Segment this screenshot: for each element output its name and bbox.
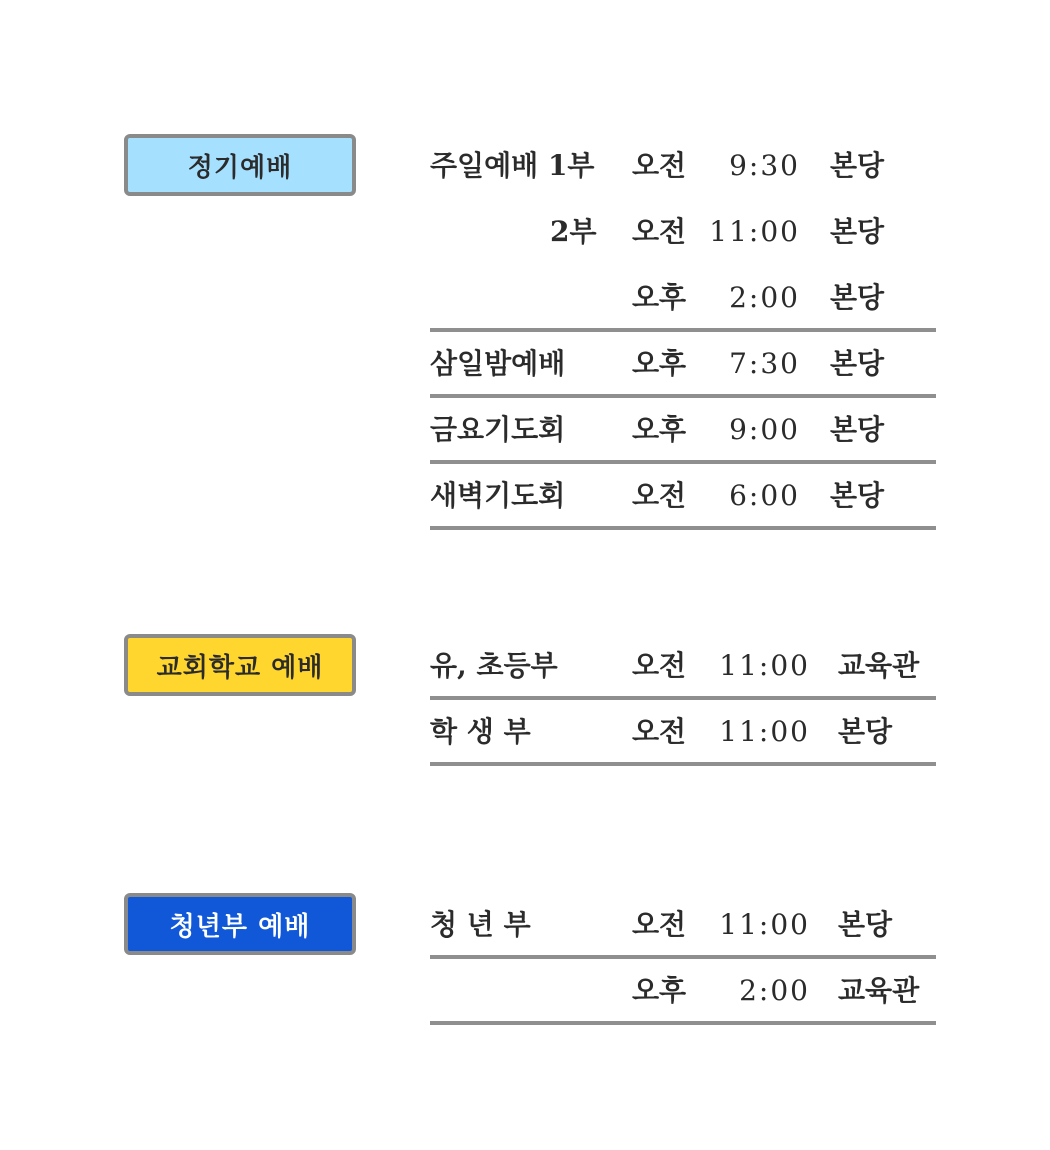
service-place: 본당 [830, 347, 885, 380]
service-name: 새벽기도회 [430, 479, 566, 512]
regular-worship-badge: 정기예배 [124, 134, 356, 196]
service-ampm: 오전 [632, 649, 687, 682]
service-time: 7:30 [729, 347, 800, 380]
service-time: 2:00 [739, 974, 810, 1007]
schedule-row [430, 959, 936, 1025]
service-place: 본당 [838, 715, 893, 748]
regular-worship-schedule [430, 134, 936, 530]
schedule-row [430, 266, 936, 332]
schedule-row [430, 893, 936, 959]
service-time: 11:00 [719, 649, 810, 682]
service-time: 11:00 [719, 715, 810, 748]
service-time: 11:00 [709, 215, 800, 248]
service-name: 삼일밤예배 [430, 347, 566, 380]
service-place: 본당 [830, 215, 885, 248]
service-name: 주일예배 1부 [430, 149, 595, 182]
service-time: 6:00 [729, 479, 800, 512]
service-name: 청 년 부 [430, 908, 531, 941]
schedule-row [430, 634, 936, 700]
service-place: 본당 [830, 479, 885, 512]
schedule-row [430, 700, 936, 766]
service-name: 2부 [550, 215, 597, 248]
service-ampm: 오후 [632, 281, 687, 314]
service-place: 교육관 [838, 649, 920, 682]
service-ampm: 오전 [632, 215, 687, 248]
service-ampm: 오전 [632, 479, 687, 512]
service-place: 본당 [830, 281, 885, 314]
service-place: 교육관 [838, 974, 920, 1007]
church-school-schedule [430, 634, 936, 766]
service-place: 본당 [830, 149, 885, 182]
service-place: 본당 [838, 908, 893, 941]
service-ampm: 오후 [632, 974, 687, 1007]
service-ampm: 오전 [632, 715, 687, 748]
schedule-row [430, 464, 936, 530]
service-time: 2:00 [729, 281, 800, 314]
service-ampm: 오전 [632, 149, 687, 182]
service-place: 본당 [830, 413, 885, 446]
schedule-row [430, 200, 936, 266]
service-time: 11:00 [719, 908, 810, 941]
church-school-badge: 교회학교 예배 [124, 634, 356, 696]
service-time: 9:30 [729, 149, 800, 182]
service-time: 9:00 [729, 413, 800, 446]
youth-schedule [430, 893, 936, 1025]
service-name: 금요기도회 [430, 413, 566, 446]
service-name: 학 생 부 [430, 715, 531, 748]
service-ampm: 오전 [632, 908, 687, 941]
service-ampm: 오후 [632, 413, 687, 446]
service-name: 유, 초등부 [430, 649, 558, 682]
schedule-row [430, 134, 936, 200]
youth-badge: 청년부 예배 [124, 893, 356, 955]
schedule-row [430, 332, 936, 398]
service-ampm: 오후 [632, 347, 687, 380]
schedule-row [430, 398, 936, 464]
